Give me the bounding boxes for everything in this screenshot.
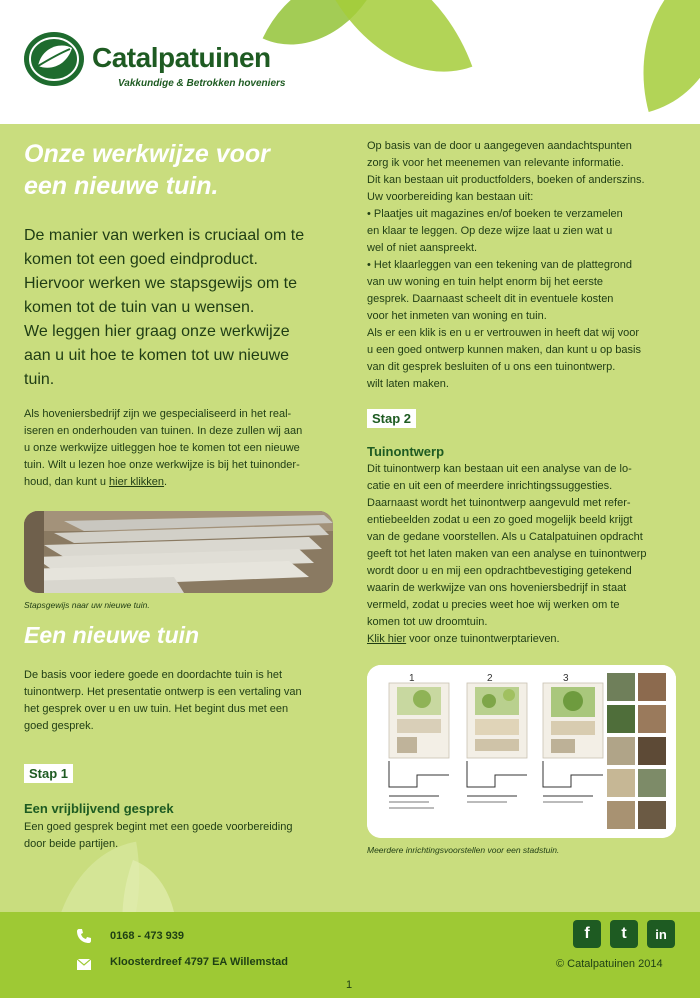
lead-line: Hiervoor werken we stapsgewijs om te	[24, 275, 297, 292]
step2-line: Daarnaast wordt het tuinontwerp aangevuld met refer-	[367, 497, 631, 509]
intro-line: tuin. Wilt u lezen hoe onze werkwijze is bij het tuinonder-	[24, 459, 300, 471]
brand-tagline: Vakkundige & Betrokken hoveniers	[118, 78, 286, 89]
decorative-leaf	[615, 0, 700, 112]
design-number: 1	[409, 673, 415, 684]
preparation-paragraph	[367, 138, 679, 393]
intro-line	[24, 474, 336, 491]
step1-line: Een goed gesprek begint met een goede voorbereiding	[24, 821, 293, 833]
preparation-line: en klaar te leggen. Op deze wijze laat u zien wat u	[367, 225, 613, 237]
basis-line: tuinontwerp. Het presentatie ontwerp is een vertaling van	[24, 686, 302, 698]
preparation-line: wel of niet aanspreekt.	[367, 242, 478, 254]
left-column	[24, 138, 336, 491]
step2-line: vermeld, zodat u precies weet hoe wij werken om te	[367, 599, 620, 611]
page-title-line: een nieuwe tuin.	[24, 172, 219, 200]
intro-line: Als hoveniersbedrijf zijn we gespecialiseerd in het real-	[24, 408, 292, 420]
section-title: Een nieuwe tuin	[24, 622, 200, 648]
basis-line: het gesprek over u en uw tuin. Het begint dus met een	[24, 703, 289, 715]
basis-line: De basis voor iedere goede en doordachte tuin is het	[24, 669, 283, 681]
basis-line: goed gesprek.	[24, 720, 94, 732]
step2-paragraph	[367, 461, 679, 648]
step2-badge: Stap 2	[367, 409, 416, 428]
preparation-line: gesprek. Daarnaast scheelt dit in eventuele kosten	[367, 293, 614, 305]
lead-line: We leggen hier graag onze werkwijze	[24, 323, 290, 340]
twitter-icon[interactable]: t	[610, 920, 638, 948]
preparation-line: Als er een klik is en u er vertrouwen in heeft dat wij voor	[367, 327, 640, 339]
intro-line: u onze werkwijze uitleggen hoe te komen tot een nieuwe	[24, 442, 300, 454]
address: Kloosterdreef 4797 EA Willemstad	[110, 956, 288, 968]
step2-title: Tuinontwerp	[367, 444, 445, 459]
facebook-icon[interactable]: f	[573, 920, 601, 948]
step1-paragraph	[24, 819, 336, 853]
step2-line: Dit tuinontwerp kan bestaan uit een analyse van de lo-	[367, 463, 632, 475]
phone-number: 0168 - 473 939	[110, 930, 185, 942]
leaf-logo-icon[interactable]	[24, 32, 84, 86]
step2-line: wordt door u en mij een opdrachtbevestiging getekend	[367, 565, 632, 577]
page-header	[0, 0, 700, 124]
preparation-line: van uw woning en tuin helpt enorm bij het eerste	[367, 276, 604, 288]
step2-line: geeft tot het laten maken van een analyse en tuinontwerp	[367, 548, 647, 560]
preparation-line: u een goed ontwerp kunnen maken, dan kunt u op basis	[367, 344, 641, 356]
preparation-line: Op basis van de door u aangegeven aandachtspunten	[367, 140, 632, 152]
lead-line: De manier van werken is cruciaal om te	[24, 227, 305, 244]
lead-line: aan u uit hoe te komen tot uw nieuwe	[24, 347, 290, 364]
step2-link-line	[367, 631, 679, 648]
hier-klikken-link[interactable]: hier klikken	[109, 476, 165, 488]
lead-paragraph	[24, 224, 336, 392]
klik-hier-link[interactable]: Klik hier	[367, 633, 407, 645]
lead-line: komen tot een goed eindproduct.	[24, 251, 258, 268]
step2-line: entiebeelden zodat u een zo goed mogelijk beeld krijgt	[367, 514, 633, 526]
garden-design-photo	[367, 665, 676, 838]
step2-line: komen tot uw droomtuin.	[367, 616, 488, 628]
linkedin-icon[interactable]: in	[647, 920, 675, 948]
intro-paragraph	[24, 406, 336, 491]
copyright-text: © Catalpatuinen 2014	[556, 958, 663, 970]
lead-line: komen tot de tuin van u wensen.	[24, 299, 255, 316]
step1-title: Een vrijblijvend gesprek	[24, 801, 174, 816]
design-number: 2	[487, 673, 493, 684]
intro-text: .	[164, 476, 168, 488]
step2-line: catie en uit een of meerdere inrichtingssuggesties.	[367, 480, 613, 492]
stairs-photo	[24, 511, 333, 593]
page-number: 1	[346, 979, 353, 991]
lead-line: tuin.	[24, 371, 55, 388]
preparation-line: wilt laten maken.	[367, 378, 449, 390]
stairs-photo-caption: Stapsgewijs naar uw nieuwe tuin.	[24, 600, 150, 610]
preparation-line: • Het klaarleggen van een tekening van de plattegrond	[367, 259, 632, 271]
step1-line: door beide partijen.	[24, 838, 119, 850]
step2-line: van de gedane voorstellen. Als u Catalpatuinen opdracht	[367, 531, 643, 543]
design-number: 3	[563, 673, 569, 684]
preparation-line: van dit gesprek besluiten of u ons een tuinontwerp.	[367, 361, 616, 373]
brand-name: Catalpatuinen	[92, 42, 271, 73]
step1-badge: Stap 1	[24, 764, 73, 783]
preparation-line: voor het inmeten van woning en tuin.	[367, 310, 547, 322]
mail-icon	[77, 957, 91, 975]
page-title	[24, 138, 336, 202]
phone-icon	[76, 928, 92, 949]
preparation-line: Uw voorbereiding kan bestaan uit:	[367, 191, 534, 203]
step2-line: waarin de werkwijze van ons hoveniersbedrijf in staat	[367, 582, 627, 594]
intro-line: iseren en onderhouden van tuinen. In deze zullen wij aan	[24, 425, 303, 437]
basis-paragraph	[24, 667, 336, 735]
intro-text: houd, dan kunt u	[24, 476, 110, 488]
design-photo-caption: Meerdere inrichtingsvoorstellen voor een stadstuin.	[367, 845, 560, 855]
preparation-line: zorg ik voor het meenemen van relevante informatie.	[367, 157, 624, 169]
page-title-line: Onze werkwijze voor	[24, 140, 270, 168]
step2-link-text: voor onze tuinontwerptarieven.	[406, 633, 560, 645]
right-column	[367, 138, 679, 393]
preparation-line: Dit kan bestaan uit productfolders, boeken of anderszins.	[367, 174, 645, 186]
preparation-line: • Plaatjes uit magazines en/of boeken te verzamelen	[367, 208, 623, 220]
